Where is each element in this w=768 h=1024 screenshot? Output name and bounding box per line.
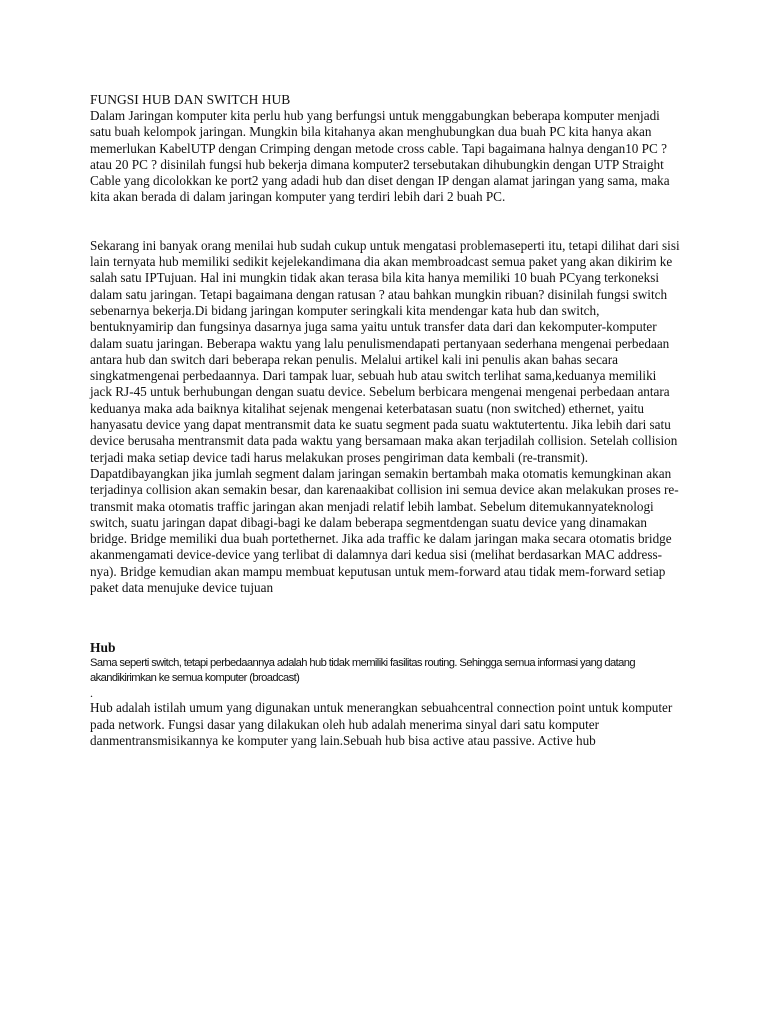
hub-note: Sama seperti switch, tetapi perbedaannya adalah hub tidak memiliki fasilitas routing. Sehingga semua informasi yang datang akandikirimkan ke semua komputer (broadcast) xyxy=(90,657,635,685)
paragraph-hub-switch: Sekarang ini banyak orang menilai hub sudah cukup untuk mengatasi problemaseperti itu, tetapi dilihat dari sisi lain ternyata hub memiliki sedikit kejelekandimana dia akan membroadcast semua paket yang akan dikirim ke salah satu IPTujuan. Hal ini mungkin tidak akan terasa bila kita hanya memiliki 10 buah PCyang terkoneksi dalam satu jaringan. Tetapi bagaimana dengan ratusan ? atau bahkan mungkin ribuan? disinilah fungsi switch sebenarnya bekerja.Di bidang jaringan komputer seringkali kita mendengar kata hub dan switch, bentuknyamirip dan fungsinya dasarnya juga sama yaitu untuk transfer data dari dan kekomputer-komputer dalam suatu jaringan. Beberapa waktu yang lalu penulismendapati pertanyaan sederhana mengenai perbedaan antara hub dan switch dari beberapa rekan penulis. Melalui artikel kali ini penulis akan bahas secara singkatmengenai perbedaannya. Dari tampak luar, sebuah hub atau switch terlihat sama,keduanya memiliki jack RJ-45 untuk berhubungan dengan suatu device. Sebelum berbicara mengenai mengenai perbedaan antara keduanya maka ada baiknya kitalihat sejenak mengenai keterbatasan suatu (non switched) ethernet, yaitu hanyasatu device yang dapat mentransmit data ke suatu segment pada suatu waktutertentu. Jika lebih dari satu device berusaha mentransmit data pada waktu yang bersamaan maka akan terjadilah collision. Setelah collision terjadi maka setiap device tadi harus melakukan proses pengiriman data kembali (re-transmit). Dapatdibayangkan jika jumlah segment dalam jaringan semakin bertambah maka otomatis kemungkinan akan terjadinya collision akan semakin besar, dan karenaakibat collision ini semua device akan melakukan proses re-transmit maka otomatis traffic jaringan akan menjadi relatif lebih lambat. Sebelum ditemukannyateknologi switch, suatu jaringan dapat dibagi-bagi ke dalam beberapa segmentdengan suatu device yang dinamakan bridge. Bridge memiliki dua buah portethernet. Jika ada traffic ke dalam jaringan maka secara otomatis bridge akanmengamati device-device yang terlibat di dalamnya dari kedua sisi (melihat berdasarkan MAC address-nya). Bridge kemudian akan mampu membuat keputusan untuk mem-forward atau tidak mem-forward setiap paket data menujuke device tujuan xyxy=(90,237,680,596)
document-page xyxy=(90,92,680,749)
hub-heading: Hub xyxy=(90,640,116,656)
separator-dot: . xyxy=(90,686,93,701)
paragraph-hub-definition: Hub adalah istilah umum yang digunakan untuk menerangkan sebuahcentral connection point untuk komputer pada network. Fungsi dasar yang dilakukan oleh hub adalah menerima sinyal dari satu komputer danmentransmisikannya ke komputer yang lain.Sebuah hub bisa active atau passive. Active hub xyxy=(90,700,673,748)
document-title: FUNGSI HUB DAN SWITCH HUB xyxy=(90,92,291,107)
paragraph-intro: Dalam Jaringan komputer kita perlu hub yang berfungsi untuk menggabungkan beberapa komputer menjadi satu buah kelompok jaringan. Mungkin bila kitahanya akan menghubungkan dua buah PC kita hanya akan memerlukan KabelUTP dengan Crimping dengan metode cross cable. Tapi bagaimana halnya dengan10 PC ? atau 20 PC ? disinilah fungsi hub bekerja dimana komputer2 tersebutakan dihubungkin dengan UTP Straight Cable yang dicolokkan ke port2 yang adadi hub dan diset dengan IP dengan alamat jaringan yang sama, maka kita akan berada di dalam jaringan komputer yang terdiri lebih dari 2 buah PC. xyxy=(90,108,670,205)
